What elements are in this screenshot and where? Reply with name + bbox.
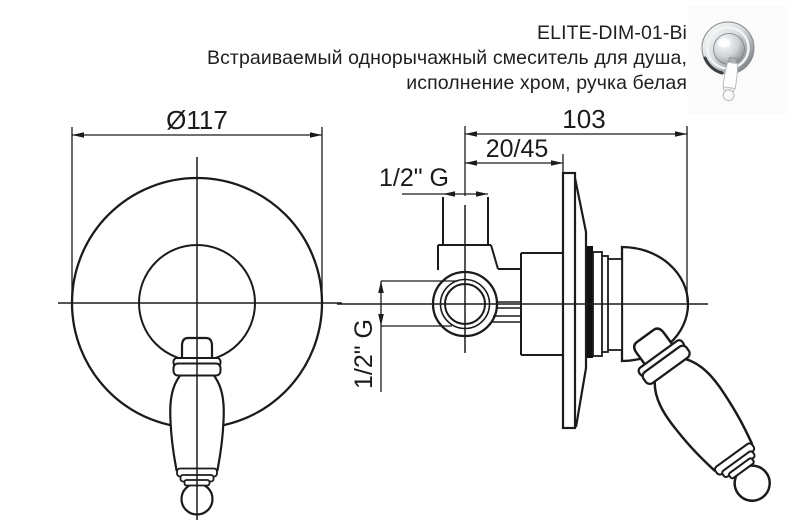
escutcheon-cone-edge (575, 178, 586, 427)
top-connection-label: 1/2" G (378, 164, 450, 192)
side-valve-body (438, 245, 563, 355)
total-depth-label: 103 (562, 104, 606, 134)
side-wall-plate (563, 173, 586, 428)
front-view (58, 105, 342, 520)
side-view (337, 104, 787, 515)
plate-shadow-band (587, 246, 593, 358)
product-description-line2: исполнение хром, ручка белая (406, 72, 687, 94)
dimension-mount-depth (465, 135, 563, 172)
side-lever-handle (621, 318, 787, 515)
front-diameter-label: Ø117 (166, 105, 228, 135)
product-description-line1: Встраиваемый однорычажный смеситель для душа, (206, 47, 687, 69)
product-model: ELITE-DIM-01-Bi (537, 22, 687, 44)
mount-depth-label: 20/45 (485, 135, 549, 163)
side-connection-label: 1/2" G (350, 318, 378, 390)
product-photo (688, 6, 788, 114)
dimension-top-connection (379, 164, 488, 197)
